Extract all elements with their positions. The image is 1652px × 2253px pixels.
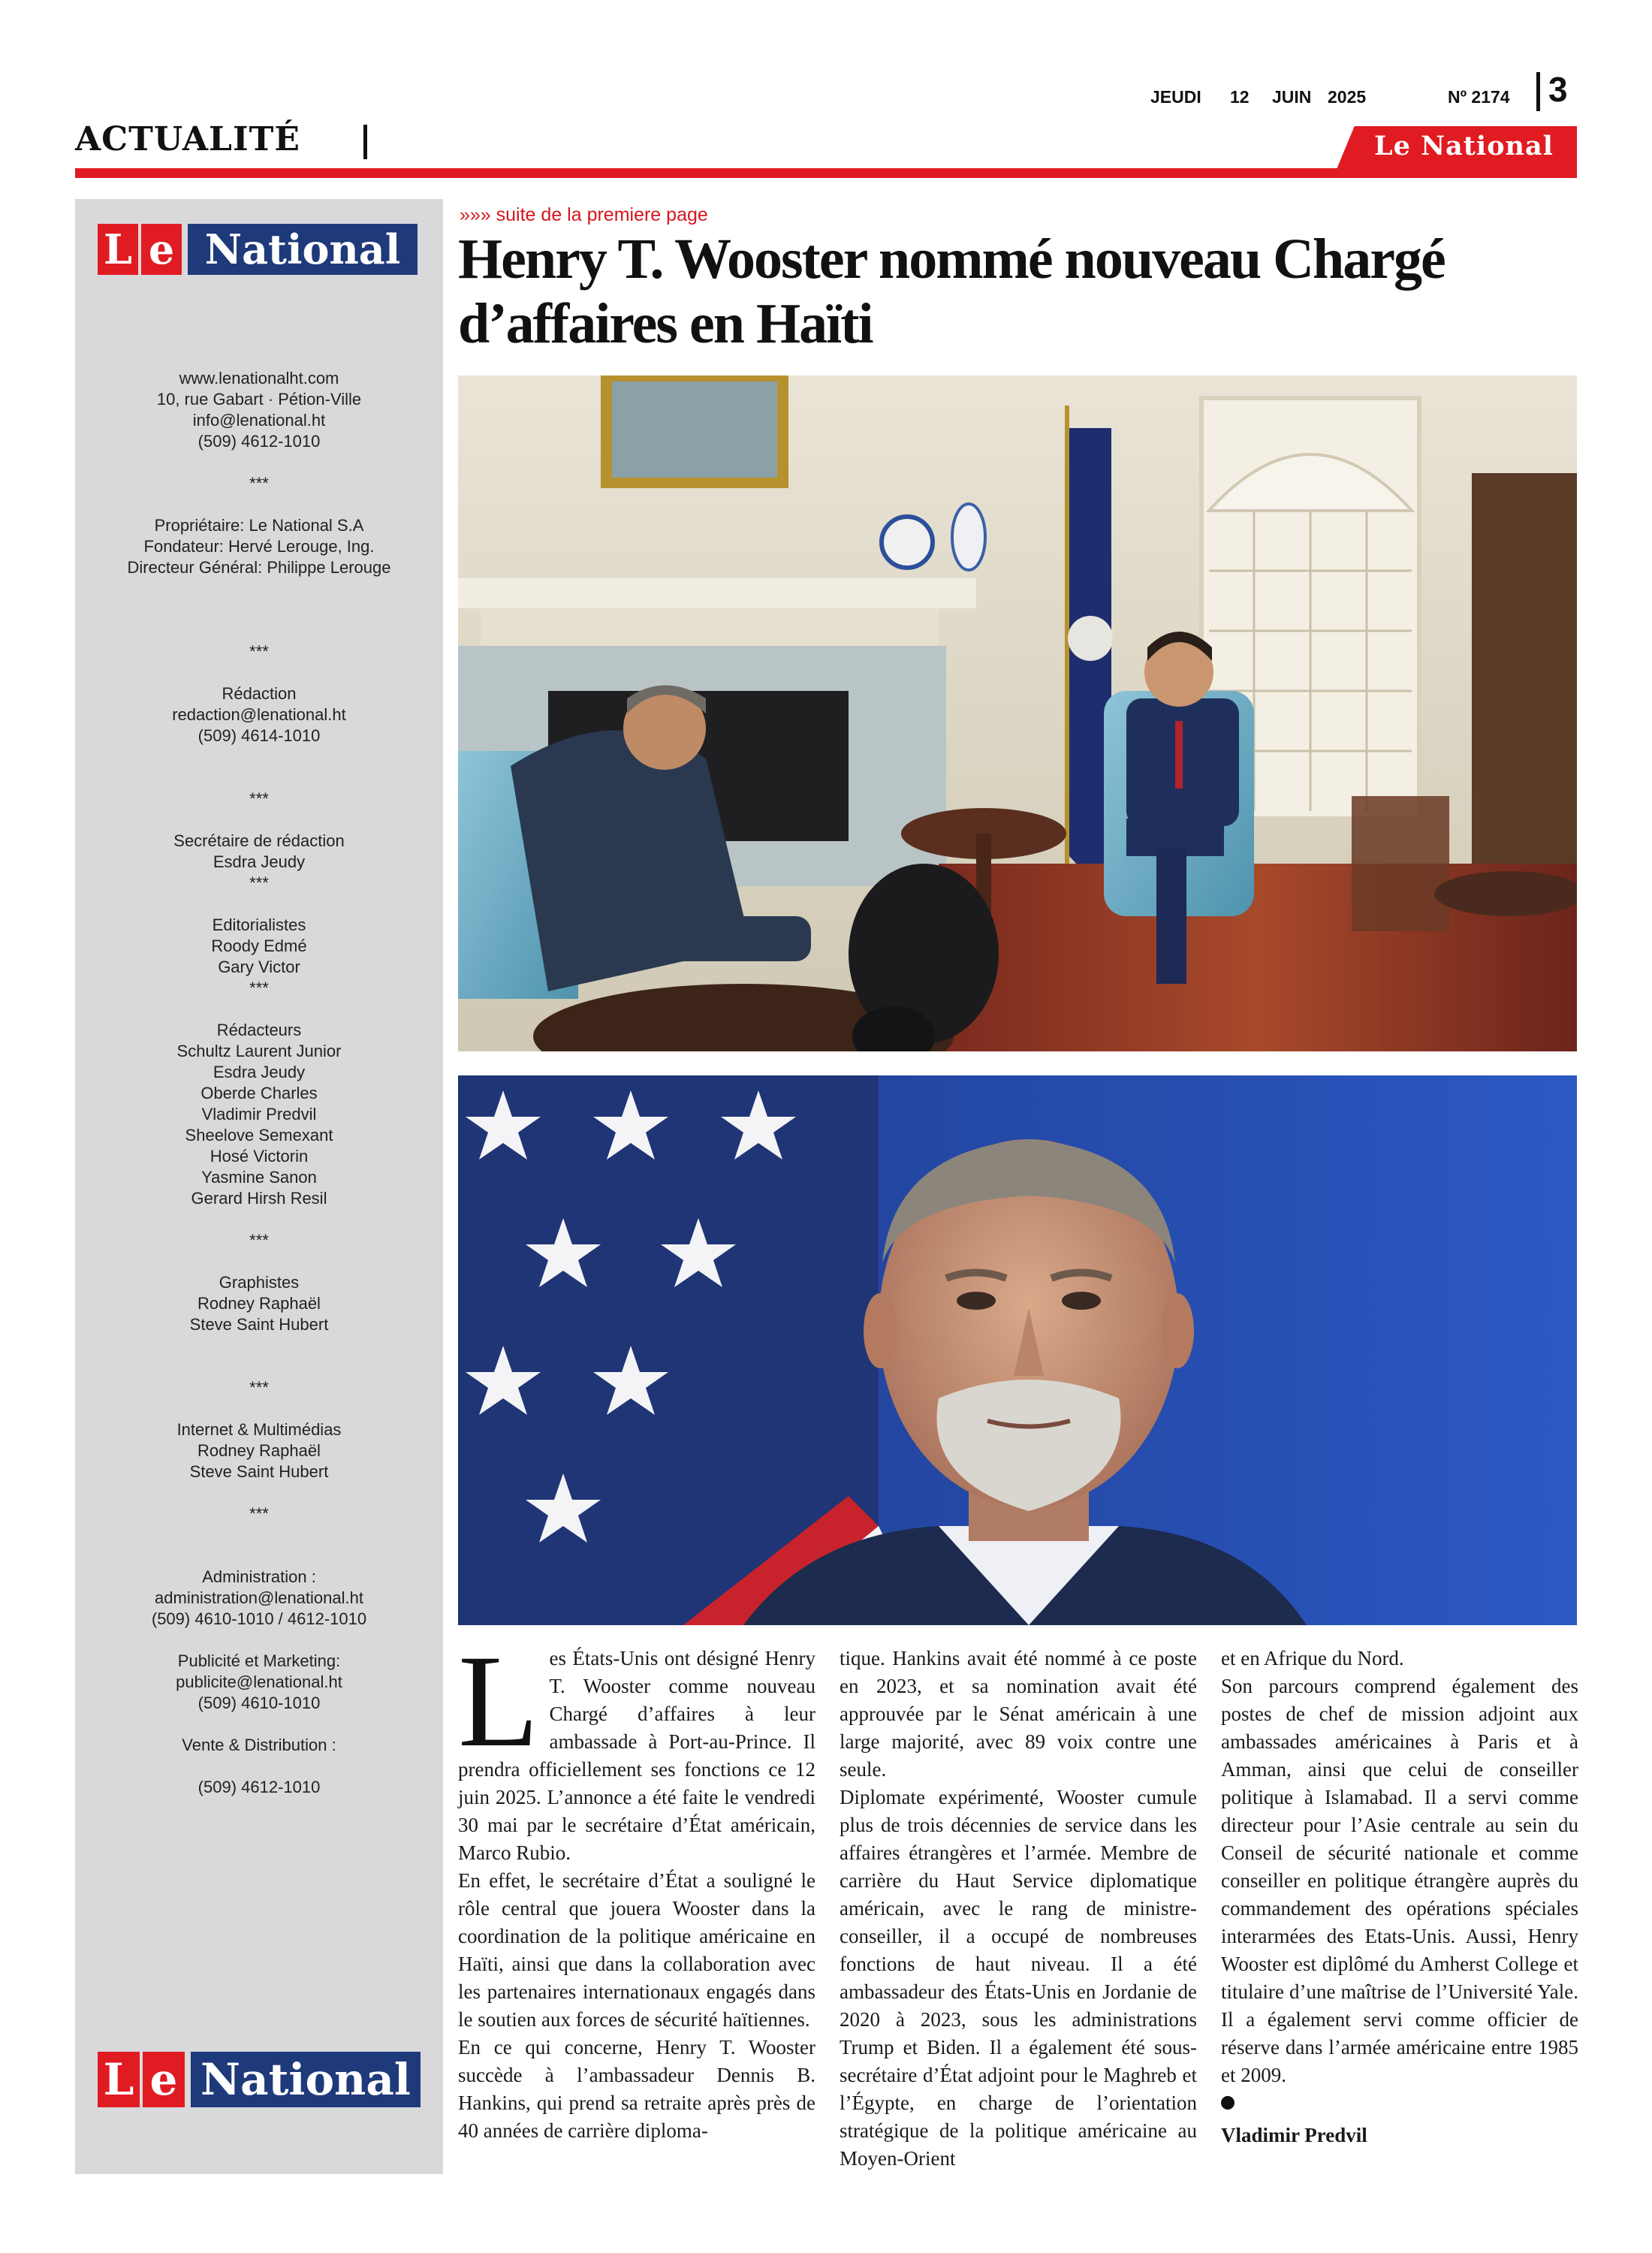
masthead-line: Propriétaire: Le National S.A [154, 516, 364, 535]
logo-letter-e: e [141, 224, 182, 275]
masthead-line [75, 578, 443, 599]
date-year: 2025 [1328, 87, 1367, 107]
masthead-line: Administration : [202, 1567, 316, 1586]
masthead-line [75, 1525, 443, 1546]
masthead-line: Directeur Général: Philippe Lerouge [127, 558, 391, 577]
article-paragraph: En effet, le secrétaire d’État a souligné le rôle central que jouera Wooster dans la coordination de la politique américaine en Haïti, ainsi que dans la collaboration avec les partenaires internationaux engagés dans le soutien aux forces de sécurité haïtiennes. [458, 1869, 815, 2031]
article-paragraph: En ce qui concerne, Henry T. Wooster succède à l’ambassadeur Dennis B. Hankins, qui prend sa retraite après près de 40 années de carrière diploma- [458, 2036, 815, 2142]
end-of-article-icon [1221, 2096, 1234, 2110]
masthead-line [75, 662, 443, 683]
article-paragraph: et en Afrique du Nord. [1221, 1647, 1404, 1669]
page-number: 3 [1548, 70, 1568, 109]
article-byline: Vladimir Predvil [1221, 2124, 1367, 2146]
masthead-line: Internet & Multimédias [176, 1420, 342, 1439]
meeting-photo [458, 376, 1577, 1051]
masthead-line: Roody Edmé [211, 936, 307, 955]
logo-wordmark: National [188, 224, 418, 275]
masthead-line [75, 620, 443, 641]
masthead-line [75, 1335, 443, 1356]
masthead-line [75, 1714, 443, 1735]
masthead-line: Editorialistes [212, 915, 306, 934]
masthead-separator: *** [249, 1504, 269, 1523]
header-rule [75, 168, 1577, 178]
masthead-line [75, 452, 443, 473]
date-day: JEUDI [1150, 87, 1201, 107]
masthead-line: administration@lenational.ht [155, 1588, 363, 1607]
article-paragraph: Son parcours comprend également des postes de chef de mission adjoint aux ambassades américaines à Paris et à Amman, ainsi que celui de conseiller politique à Islamabad. Il a servi comme directeur pour l’Asie centrale au sein du Conseil de sécurité nationale et comme conseiller en politique étrangère auprès du commandement des opérations spéciales interarmées des Etats-Unis. Aussi, Henry Wooster est diplômé du Amherst College et titulaire d’une maîtrise de l’Université Yale. Il a également servi comme officier de réserve dans l’armée américaine entre 1985 et 2009. [1221, 1675, 1578, 2086]
newspaper-logo-bottom[interactable] [98, 2052, 421, 2107]
logo-letter-e: e [143, 2052, 185, 2107]
masthead-line [75, 599, 443, 620]
masthead-line: Gerard Hirsh Resil [191, 1189, 327, 1208]
masthead-line: (509) 4614-1010 [197, 726, 321, 745]
continuation-kicker: »»» suite de la premiere page [460, 204, 708, 225]
masthead-line [75, 1482, 443, 1504]
masthead-line: Hosé Victorin [210, 1147, 309, 1166]
masthead-line: Vente & Distribution : [182, 1736, 336, 1754]
date-number: 12 [1230, 87, 1250, 107]
masthead-line: Gary Victor [218, 958, 300, 976]
section-divider [363, 125, 367, 159]
page-divider [1536, 72, 1540, 111]
masthead-line [75, 894, 443, 915]
masthead-line: Sheelove Semexant [185, 1126, 333, 1145]
issue-number: Nº 2174 [1448, 87, 1510, 107]
article-headline: Henry T. Wooster nommé nouveau Chargé d’affaires en Haïti [458, 228, 1445, 355]
masthead-separator: *** [249, 474, 269, 493]
masthead-line: (509) 4612-1010 [197, 1778, 321, 1796]
logo-letter-l: L [98, 2052, 140, 2107]
article-column-1 [458, 1628, 815, 2145]
article-paragraph: tique. Hankins avait été nommé à ce poste en 2023, et sa nomination avait été approuvée par le Sénat américain à une large majorité, avec 89 voix contre une seule. [840, 1647, 1197, 1781]
masthead-line [75, 1398, 443, 1419]
masthead-credits [75, 368, 443, 1798]
masthead-separator: *** [249, 1231, 269, 1250]
masthead-line [75, 1756, 443, 1777]
masthead-line [75, 768, 443, 789]
masthead-line: Esdra Jeudy [213, 1063, 306, 1081]
masthead-line [75, 494, 443, 515]
masthead-line [75, 1630, 443, 1651]
masthead-line: Vladimir Predvil [201, 1105, 317, 1123]
article-column-2 [840, 1645, 1197, 2173]
masthead-line [75, 1251, 443, 1272]
masthead-line: Graphistes [219, 1273, 300, 1292]
brand-tab-label: Le National [1374, 131, 1554, 161]
portrait-photo [458, 1075, 1577, 1625]
logo-letter-l: L [98, 224, 138, 275]
section-title: ACTUALITÉ [75, 120, 300, 158]
masthead-line: info@lenational.ht [192, 411, 326, 430]
masthead-line [75, 999, 443, 1020]
article-paragraph: es États-Unis ont désigné Henry T. Wooster comme nouveau Chargé d’affaires à leur ambassade à Port-au-Prince. Il prendra officiellement ses fonctions ce 12 juin 2025. L’annonce a été faite le vendredi 30 mai par le secrétaire d’État américain, Marco Rubio. [458, 1647, 815, 1864]
masthead-line [75, 1356, 443, 1377]
masthead-line: Steve Saint Hubert [189, 1315, 329, 1334]
masthead-line: Fondateur: Hervé Lerouge, Ing. [143, 537, 375, 556]
masthead-separator: *** [249, 979, 269, 997]
masthead-line: publicite@lenational.ht [176, 1672, 342, 1691]
masthead-separator: *** [249, 789, 269, 808]
masthead-line [75, 1546, 443, 1567]
masthead-line: Rodney Raphaël [197, 1294, 321, 1313]
masthead-line: Publicité et Marketing: [177, 1651, 341, 1670]
masthead-separator: *** [249, 873, 269, 892]
masthead-line: Steve Saint Hubert [189, 1462, 329, 1481]
masthead-line: (509) 4610-1010 / 4612-1010 [151, 1609, 367, 1628]
masthead-line: Schultz Laurent Junior [176, 1042, 342, 1060]
masthead-separator: *** [249, 642, 269, 661]
masthead-line [75, 746, 443, 768]
date-month: JUIN [1272, 87, 1312, 107]
drop-cap: L [458, 1628, 539, 1775]
newspaper-logo[interactable] [98, 224, 418, 275]
masthead-line: Esdra Jeudy [213, 852, 306, 871]
masthead-line: Secrétaire de rédaction [173, 831, 345, 850]
logo-wordmark: National [191, 2052, 421, 2107]
article-paragraph: Diplomate expérimenté, Wooster cumule plus de trois décennies de service dans les affaires étrangères et l’armée. Membre de carrière du Haut Service diplomatique américain, avec le rang de ministre-conseiller, il a occupé de nombreuses fonctions de haut niveau. Il a été ambassadeur des États-Unis en Jordanie de 2020 à 2023, sous les administrations Trump et Biden. Il a également été sous-secrétaire d’État adjoint pour le Maghreb et l’Égypte, en charge de l’orientation stratégique de la politique américaine au Moyen-Orient [840, 1786, 1197, 2170]
masthead-line [75, 810, 443, 831]
masthead-line: Oberde Charles [200, 1084, 318, 1102]
masthead-line: Yasmine Sanon [201, 1168, 317, 1187]
article-column-3 [1221, 1645, 1578, 2149]
masthead-line: (509) 4610-1010 [197, 1694, 321, 1712]
masthead-line: www.lenationalht.com [179, 369, 339, 388]
masthead-line: Rodney Raphaël [197, 1441, 321, 1460]
masthead-separator: *** [249, 1378, 269, 1397]
masthead-line: redaction@lenational.ht [172, 705, 346, 724]
masthead-line [75, 1209, 443, 1230]
masthead-line: 10, rue Gabart · Pétion-Ville [156, 390, 362, 409]
masthead-line: Rédaction [222, 684, 297, 703]
masthead-line: Rédacteurs [216, 1021, 302, 1039]
masthead-line: (509) 4612-1010 [197, 432, 321, 451]
